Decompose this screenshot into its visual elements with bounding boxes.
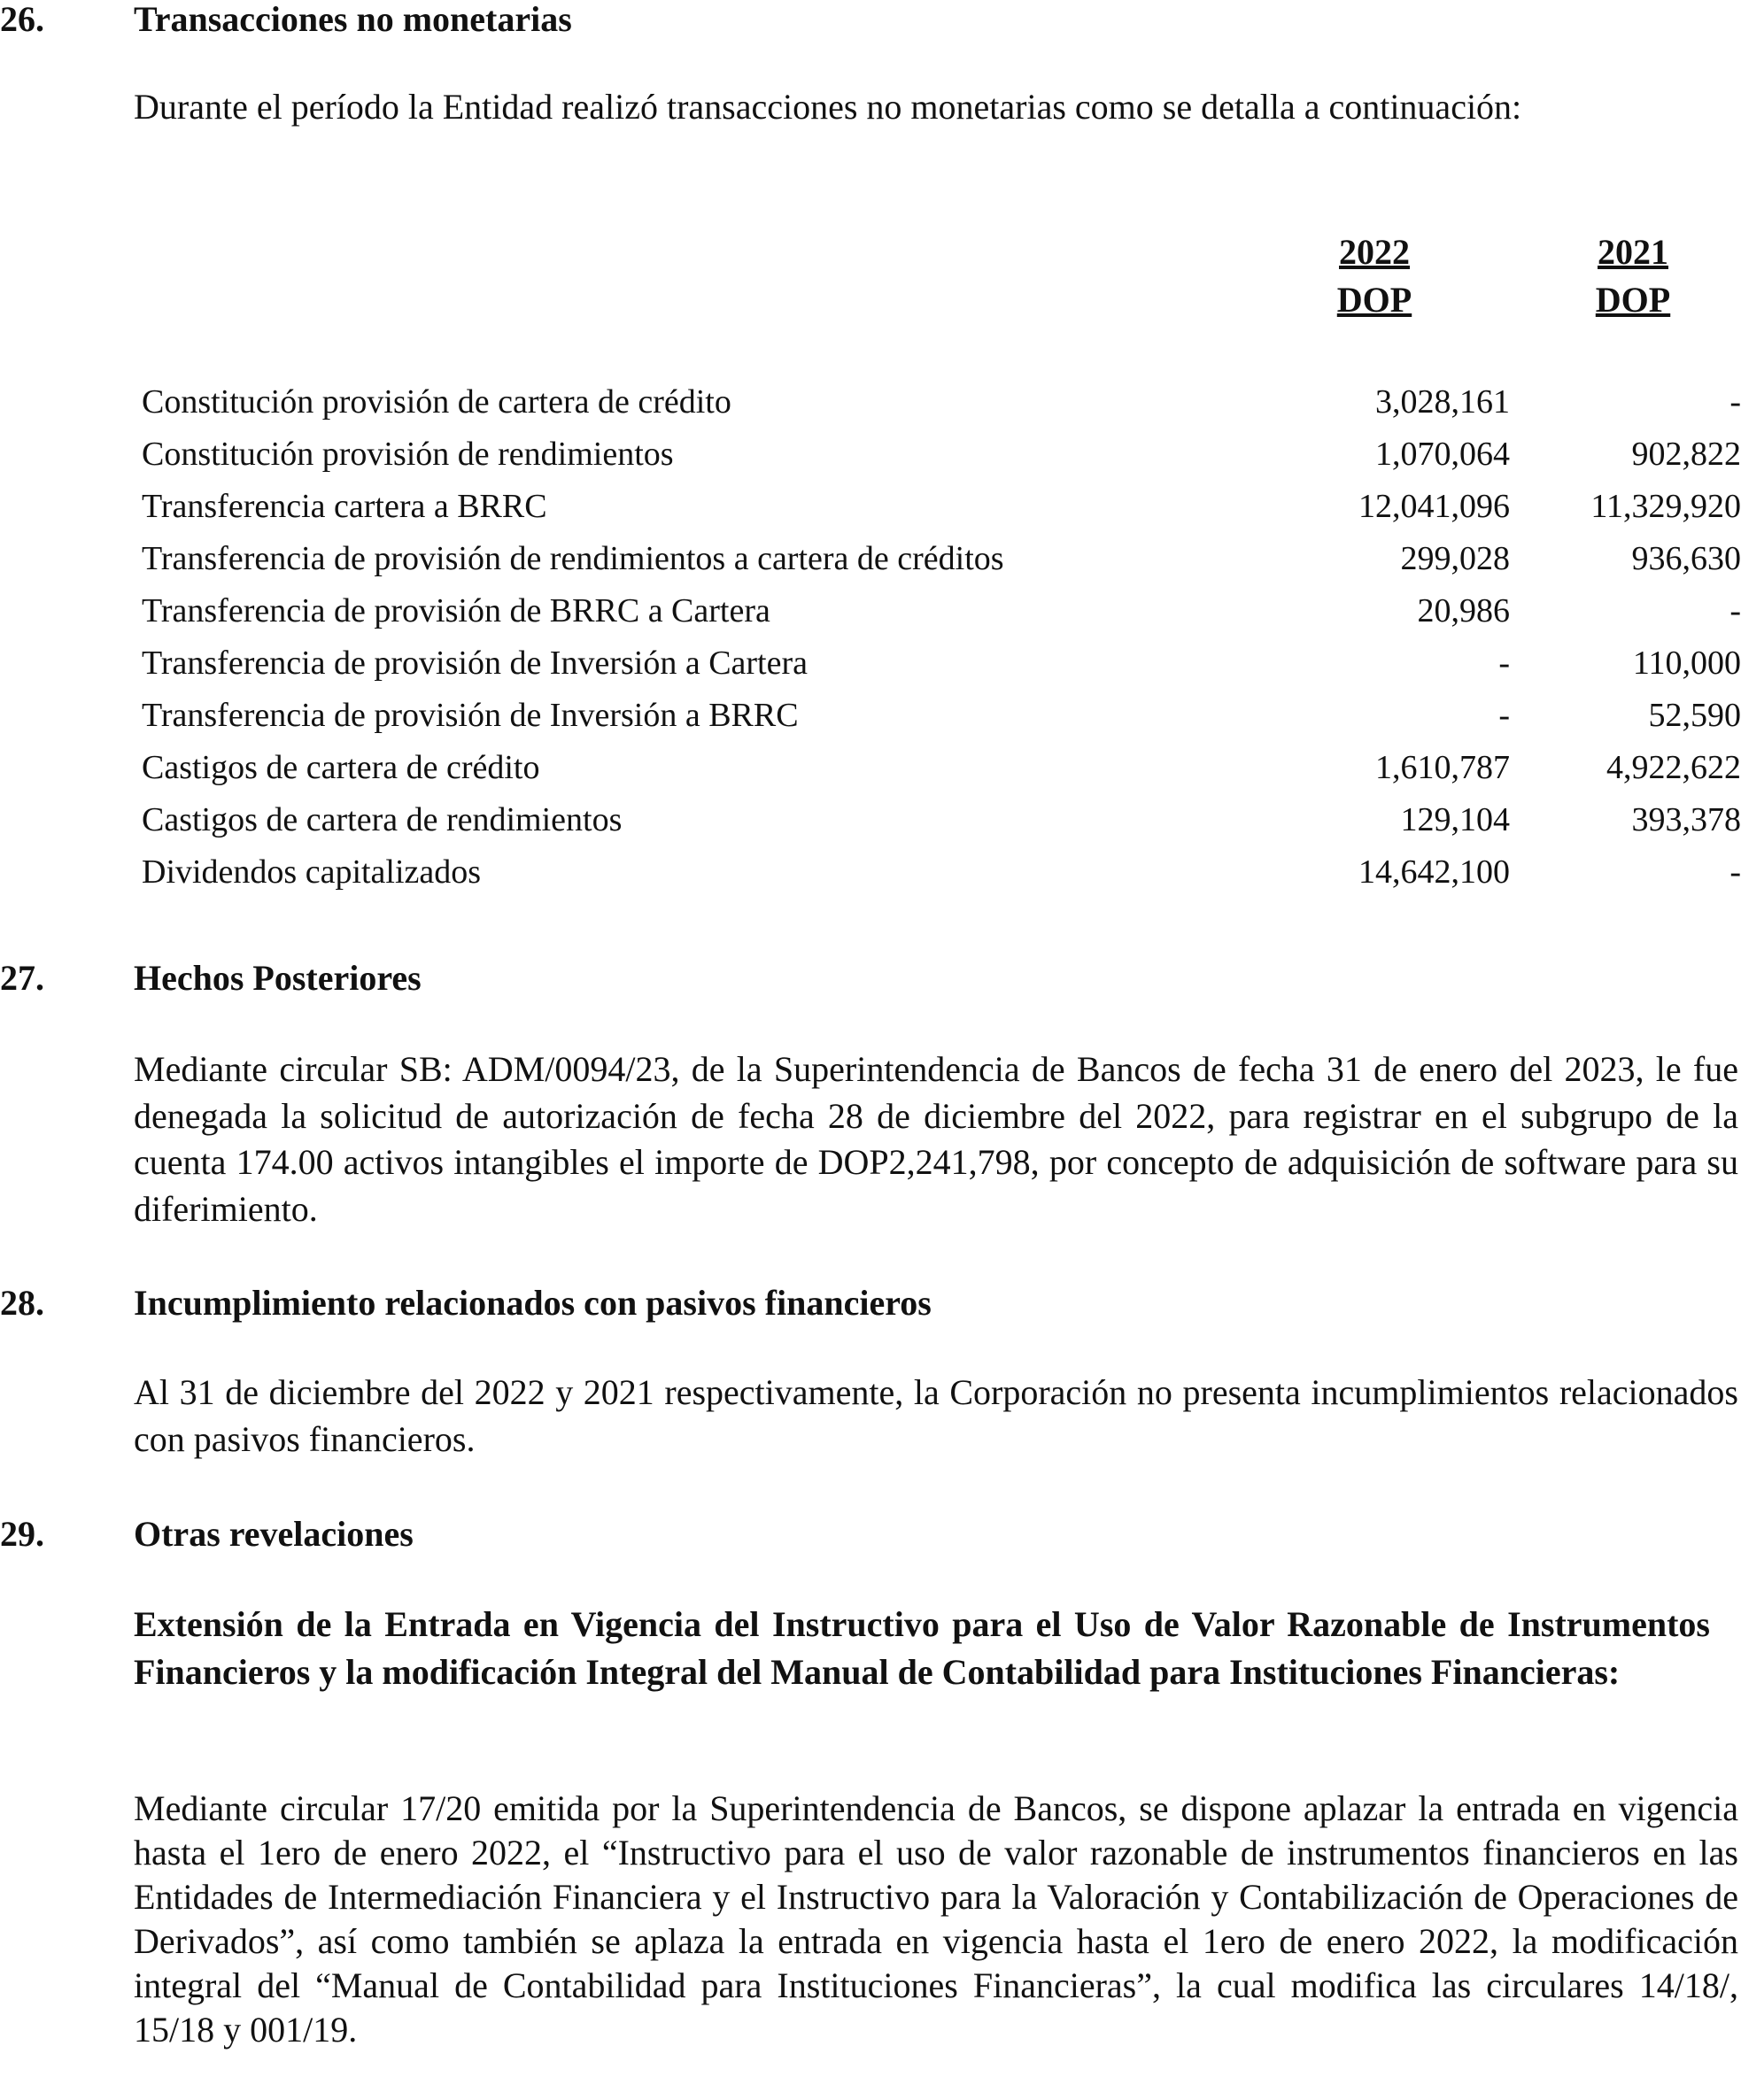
table-row	[133, 846, 1741, 899]
row-value-2022: 129,104	[1400, 801, 1510, 838]
section-27-title: Hechos Posteriores	[134, 958, 422, 998]
column-header-2021	[1580, 228, 1686, 324]
table-row	[133, 794, 1741, 846]
section-28-number: 28.	[0, 1283, 44, 1323]
section-29-subheading: Extensión de la Entrada en Vigencia del Instructivo para el Uso de Valor Razonable de Instrumentos Financieros y la modificación Integral del Manual de Contabilidad para Instituciones Financieras:	[134, 1604, 1710, 1692]
row-value-2022: 1,070,064	[1375, 436, 1510, 473]
row-value-2021: 11,329,920	[1590, 488, 1741, 525]
row-label: Constitución provisión de cartera de crédito	[142, 383, 731, 421]
transactions-table	[133, 376, 1741, 899]
row-label: Transferencia de provisión de rendimientos a cartera de créditos	[142, 540, 1004, 577]
section-26-title: Transacciones no monetarias	[134, 0, 572, 39]
row-value-2022: 12,041,096	[1358, 488, 1510, 525]
section-26-number: 26.	[0, 0, 44, 39]
table-row	[133, 533, 1741, 585]
row-label: Castigos de cartera de rendimientos	[142, 801, 623, 838]
column-header-2022	[1321, 228, 1428, 324]
row-value-2021: -	[1729, 383, 1741, 421]
row-value-2021: 393,378	[1631, 801, 1741, 838]
row-value-2022: 14,642,100	[1358, 853, 1510, 891]
row-label: Dividendos capitalizados	[142, 853, 482, 891]
column-2021-currency: DOP	[1595, 280, 1671, 320]
section-28-body: Al 31 de diciembre del 2022 y 2021 respectivamente, la Corporación no presenta incumplimientos relacionados con pasivos financieros.	[134, 1372, 1738, 1459]
column-2022-year: 2022	[1339, 232, 1410, 272]
row-value-2022: -	[1498, 697, 1510, 734]
row-label: Transferencia de provisión de Inversión a Cartera	[142, 645, 809, 682]
row-value-2021: 902,822	[1631, 436, 1741, 473]
section-26-intro: Durante el período la Entidad realizó transacciones no monetarias como se detalla a continuación:	[134, 87, 1522, 127]
section-29-number: 29.	[0, 1514, 44, 1554]
row-label: Transferencia de provisión de Inversión a BRRC	[142, 697, 799, 734]
section-29-body: Mediante circular 17/20 emitida por la Superintendencia de Bancos, se dispone aplazar la entrada en vigencia hasta el 1ero de enero 2022, el “Instructivo para el uso de valor razonable de instrumentos financieros en las Entidades de Intermediación Financiera y el Instructivo para la Valoración y Contabilización de Operaciones de Derivados”, así como también se aplaza la entrada en vigencia hasta el 1ero de enero 2022, la modificación integral del “Manual de Contabilidad para Instituciones Financieras”, la cual modifica las circulares 14/18/, 15/18 y 001/19.	[134, 1788, 1738, 2050]
column-2022-currency: DOP	[1336, 280, 1412, 320]
table-row	[133, 376, 1741, 428]
table-row	[133, 637, 1741, 690]
row-label: Transferencia cartera a BRRC	[142, 488, 547, 525]
column-2021-year: 2021	[1598, 232, 1668, 272]
table-row	[133, 742, 1741, 794]
table-row	[133, 481, 1741, 533]
row-value-2022: 299,028	[1400, 540, 1510, 577]
section-27-body: Mediante circular SB: ADM/0094/23, de la Superintendencia de Bancos de fecha 31 de enero del 2023, le fue denegada la solicitud de autorización de fecha 28 de diciembre del 2022, para registrar en el subgrupo de la cuenta 174.00 activos intangibles el importe de DOP2,241,798, por concepto de adquisición de software para su diferimiento.	[134, 1049, 1738, 1229]
row-value-2021: -	[1729, 853, 1741, 891]
section-29-title: Otras revelaciones	[134, 1514, 414, 1554]
row-label: Castigos de cartera de crédito	[142, 749, 540, 786]
table-row	[133, 585, 1741, 637]
row-value-2021: 110,000	[1632, 645, 1741, 682]
section-28-title: Incumplimiento relacionados con pasivos financieros	[134, 1283, 932, 1323]
row-value-2022: -	[1498, 645, 1510, 682]
row-label: Transferencia de provisión de BRRC a Cartera	[142, 592, 770, 629]
row-value-2022: 20,986	[1417, 592, 1510, 629]
row-value-2021: 936,630	[1631, 540, 1741, 577]
row-value-2022: 1,610,787	[1375, 749, 1510, 786]
section-27-number: 27.	[0, 958, 44, 998]
row-value-2021: -	[1729, 592, 1741, 629]
table-row	[133, 428, 1741, 481]
row-label: Constitución provisión de rendimientos	[142, 436, 674, 473]
table-row	[133, 690, 1741, 742]
row-value-2021: 52,590	[1648, 697, 1741, 734]
row-value-2021: 4,922,622	[1606, 749, 1741, 786]
row-value-2022: 3,028,161	[1375, 383, 1510, 421]
